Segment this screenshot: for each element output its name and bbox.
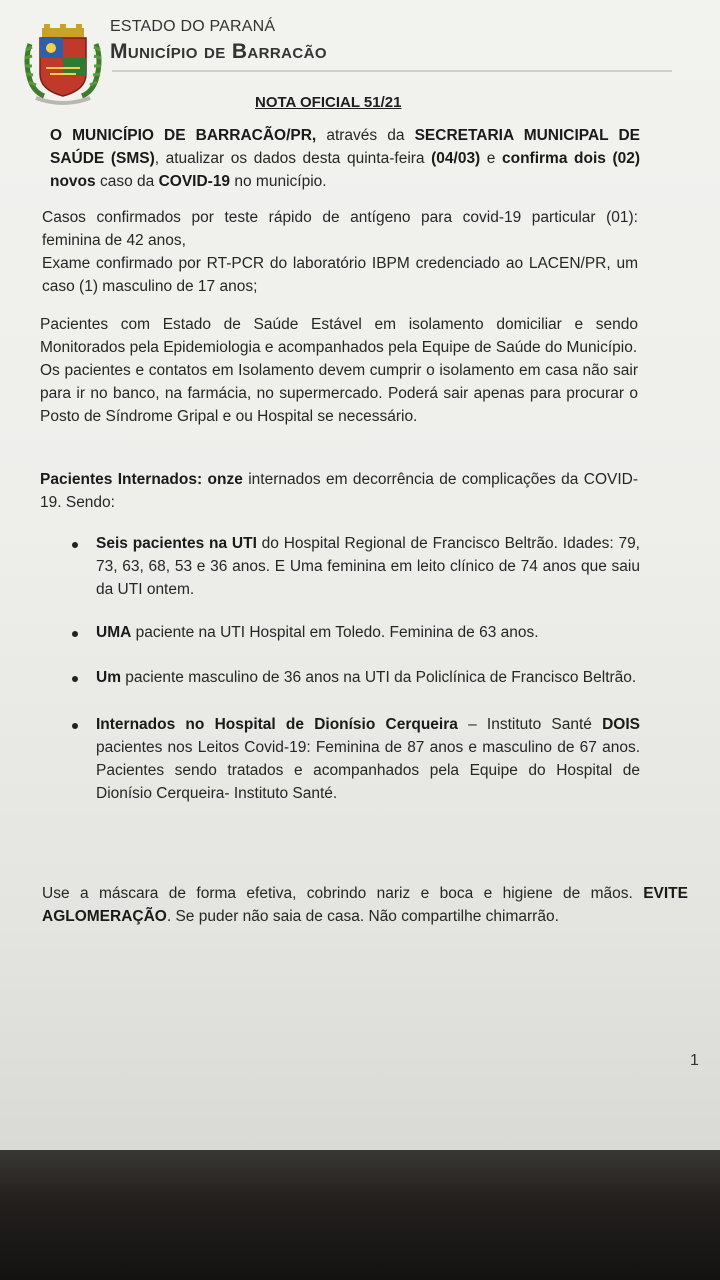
hospitalized-paragraph [40,468,638,514]
header-divider [112,70,672,72]
intro-text-1: através da [316,127,415,144]
bullet-4-bold-2: DOIS [602,716,640,733]
stable-paragraph [40,313,638,428]
state-name: ESTADO DO PARANÁ [110,18,276,35]
bullet-4-bold: Internados no Hospital de Dionísio Cerqueira [96,716,458,733]
hospitalized-count: onze [202,471,243,488]
bullet-2-bold: UMA [96,624,132,641]
bullet-3-bold: Um [96,669,121,686]
intro-text-4: caso da [95,173,159,190]
intro-confirm: confirma dois (02) novos [50,150,641,190]
list-item [70,621,640,644]
bullet-1-text: do Hospital Regional de Francisco Beltrão. Idades: 79, 73, 63, 68, 53 e 36 anos. E Uma feminina em leito clínico de 74 anos que saiu da UTI ontem. [96,535,640,598]
intro-paragraph [50,124,640,193]
cases-paragraph [42,206,638,298]
intro-text-3: e [480,150,502,167]
list-item [70,713,640,805]
intro-municipality: O MUNICÍPIO DE BARRACÃO/PR, [50,127,317,144]
bullet-4-text-2: pacientes nos Leitos Covid-19: Feminina de 87 anos e masculino de 67 anos. Pacientes sendo tratados e acompanhados pela Equipe do Hospital de Dionísio Cerqueira- Instituto Santé. [96,739,640,802]
bullet-1-bold: Seis pacientes na UTI [96,535,257,552]
closing-text-2: . Se puder não saia de casa. Não compartilhe chimarrão. [166,908,559,925]
bullet-4-text-1: – Instituto Santé [457,716,603,733]
intro-secretaria: SECRETARIA MUNICIPAL DE SAÚDE (SMS) [50,127,640,167]
stable-isolation: Os pacientes e contatos em Isolamento devem cumprir o isolamento em casa não sair para ir no banco, na farmácia, no supermercado. Poderá sair apenas para procurar o Posto de Síndrome Gripal e ou Hospital se necessário. [40,362,638,425]
bullet-2-text: paciente na UTI Hospital em Toledo. Feminina de 63 anos. [131,624,539,641]
stable-monitoring: Pacientes com Estado de Saúde Estável em isolamento domiciliar e sendo Monitorados pela Epidemiologia e acompanhados pela Equipe de Saúde do Município. [40,316,638,356]
intro-text-5: no município. [230,173,327,190]
municipality-name: Município de Barracão [110,40,327,63]
list-item [70,666,640,689]
municipal-coat-of-arms-icon [20,24,106,106]
background-surface [0,1150,720,1280]
closing-text-1: Use a máscara de forma efetiva, cobrindo nariz e boca e higiene de mãos. [42,885,644,902]
list-item [70,532,640,601]
hospitalized-list [70,532,640,805]
page-number: 1 [690,1052,699,1069]
document-title: NOTA OFICIAL 51/21 [255,94,402,111]
closing-paragraph [42,882,688,928]
intro-date: (04/03) [431,150,481,167]
cases-rtpcr: Exame confirmado por RT-PCR do laboratório IBPM credenciado ao LACEN/PR, um caso (1) masculino de 17 anos; [42,255,638,295]
cases-antigen: Casos confirmados por teste rápido de antígeno para covid-19 particular (01): feminina de 42 anos, [42,209,638,249]
hospitalized-text: internados em decorrência de complicações da COVID-19. Sendo: [40,471,638,511]
hospitalized-label: Pacientes Internados: [40,471,203,488]
intro-covid: COVID-19 [158,173,231,190]
closing-warning: EVITE AGLOMERAÇÃO [42,885,688,925]
intro-text-2: , atualizar os dados desta quinta-feira [154,150,432,167]
bullet-3-text: paciente masculino de 36 anos na UTI da Policlínica de Francisco Beltrão. [120,669,637,686]
